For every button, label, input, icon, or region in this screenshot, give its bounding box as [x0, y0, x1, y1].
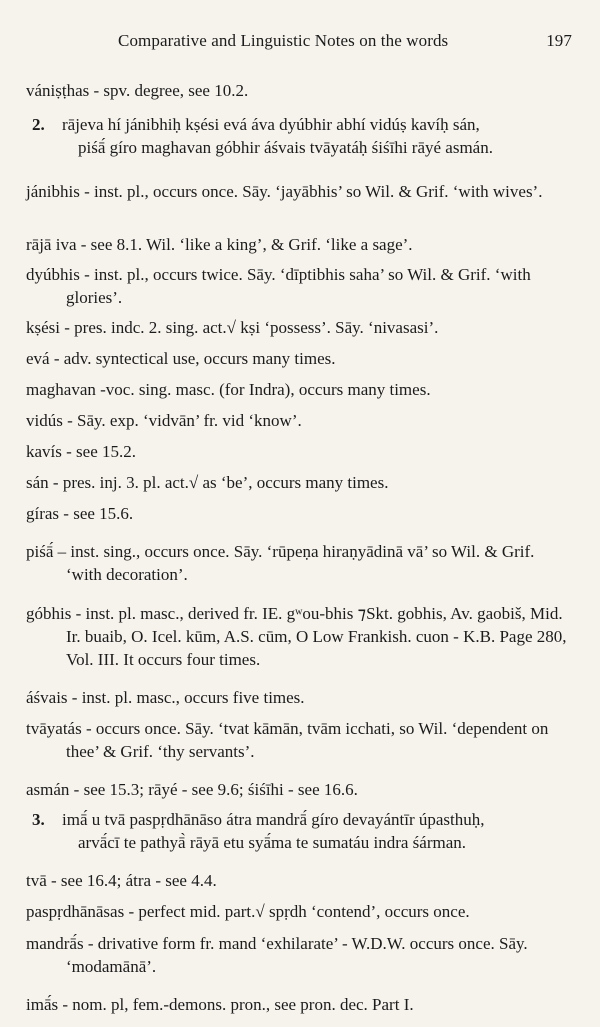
running-header: [118, 31, 572, 51]
gloss-entry: sán - pres. inj. 3. pl. act.√ as ‘be’, occurs many times.: [26, 473, 389, 492]
verse-line: piśā́ gíro maghavan góbhir áśvais tvāyatáḥ śiśīhi rāyé asmán.: [78, 138, 493, 157]
verse-number: 2.: [32, 115, 45, 134]
gloss-entry: piśā́ – inst. sing., occurs once. Sāy. ‘rūpeṇa hiraṇyādinā vā’ so Wil. & Grif. ‘with decoration’.: [26, 542, 535, 584]
verse-line: rājeva hí jánibhiḥ kṣési evá áva dyúbhir abhí vidúṣ kavíḥ sán,: [62, 115, 480, 134]
gloss-entry: jánibhis - inst. pl., occurs once. Sāy. ‘jayābhis’ so Wil. & Grif. ‘with wives’.: [26, 182, 543, 201]
gloss-entry: tvāyatás - occurs once. Sāy. ‘tvat kāmān, tvām icchati, so Wil. ‘dependent on thee’ & Grif. ‘thy servants’.: [26, 719, 549, 761]
gloss-entry: imā́s - nom. pl, fem.-demons. pron., see pron. dec. Part I.: [26, 995, 414, 1014]
gloss-entry: kavís - see 15.2.: [26, 442, 137, 461]
gloss-entry: vániṣṭhas - spv. degree, see 10.2.: [26, 81, 249, 100]
gloss-entry: vidús - Sāy. exp. ‘vidvān’ fr. vid ‘know’.: [26, 411, 302, 430]
verse-line: arvā́cī te pathyā̀ rāyā etu syā́ma te sumatáu indra śárman.: [78, 833, 466, 852]
gloss-entry: dyúbhis - inst. pl., occurs twice. Sāy. ‘dīptibhis saha’ so Wil. & Grif. ‘with glories’.: [26, 265, 531, 307]
gloss-entry: asmán - see 15.3; rāyé - see 9.6; śiśīhi - see 16.6.: [26, 780, 358, 799]
gloss-entry: rājā iva - see 8.1. Wil. ‘like a king’, & Grif. ‘like a sage’.: [26, 235, 413, 254]
page-number: 197: [546, 31, 572, 50]
gloss-entry: mandrā́s - drivative form fr. mand ‘exhilarate’ - W.D.W. occurs once. Sāy. ‘modamānā’.: [26, 934, 528, 976]
verse-number: 3.: [32, 810, 45, 829]
verse-2: [26, 113, 572, 159]
verse-line: imā́ u tvā paspṛdhānāso átra mandrā́ gíro devayántīr úpasthuḥ,: [62, 810, 485, 829]
gloss-entry: góbhis - inst. pl. masc., derived fr. IE. gʷou-bhis ⁊Skt. gobhis, Av. gaobiš, Mid. Ir. buaib, O. Icel. kūm, A.S. cūm, O Low Frankish. cuon - K.B. Page 280, Vol. III. It occurs four times.: [26, 604, 567, 669]
gloss-entry: maghavan -voc. sing. masc. (for Indra), occurs many times.: [26, 380, 431, 399]
gloss-entry: kṣési - pres. indc. 2. sing. act.√ kṣi ‘possess’. Sāy. ‘nivasasi’.: [26, 318, 439, 337]
verse-3: [26, 808, 572, 854]
gloss-entry: evá - adv. syntectical use, occurs many times.: [26, 349, 336, 368]
gloss-entry: gíras - see 15.6.: [26, 504, 134, 523]
gloss-entry: paspṛdhānāsas - perfect mid. part.√ spṛdh ‘contend’, occurs once.: [26, 902, 470, 921]
running-title: Comparative and Linguistic Notes on the words: [118, 31, 449, 50]
gloss-entry: áśvais - inst. pl. masc., occurs five times.: [26, 688, 305, 707]
gloss-entry: tvā - see 16.4; átra - see 4.4.: [26, 871, 217, 890]
